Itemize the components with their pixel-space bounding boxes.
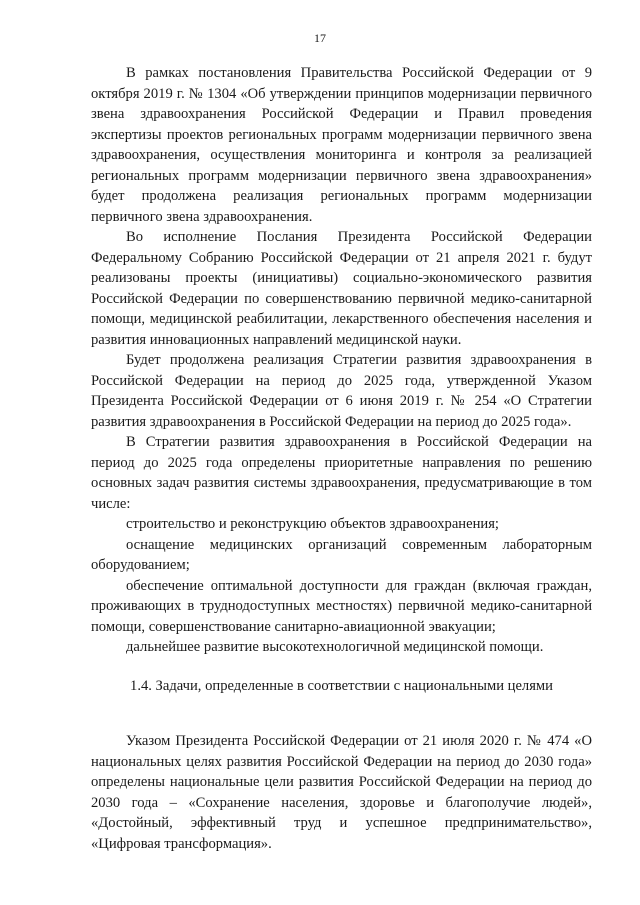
- paragraph-strategy: Будет продолжена реализация Стратегии развития здравоохранения в Российской Федерации на период до 2025 года, утвержденной Указом Президента Российской Федерации от 6 июня 2019 г. № 254 «О Стратегии развития здравоохранения в Российской Федерации на период до 2025 года».: [91, 352, 592, 430]
- paragraph-presidential-address: Во исполнение Послания Президента Российской Федерации Федеральному Собранию Российской Федерации от 21 апреля 2021 г. будут реализованы проекты (инициативы) социально-экономического развития Российской Федерации по совершенствованию первичной медико-санитарной помощи, медицинской реабилитации, лекарственного обеспечения населения и развития инновационных направлений медицинской науки.: [91, 229, 592, 348]
- paragraph-strategy-priorities: В Стратегии развития здравоохранения в Российской Федерации на период до 2025 года определены приоритетные направления по решению основных задач развития системы здравоохранения, предусматривающие в том числе:: [91, 434, 592, 512]
- page-number: 17: [314, 31, 326, 45]
- page-content: [91, 63, 592, 854]
- paragraph-modernization: В рамках постановления Правительства Российской Федерации от 9 октября 2019 г. № 1304 «Об утверждении принципов модернизации первичного звена здравоохранения Российской Федерации и Правил проведения экспертизы проектов региональных программ модернизации первичного звена здравоохранения, осуществления мониторинга и контроля за реализацией региональных программ модернизации первичного звена здравоохранения» будет продолжена реализация региональных программ модернизации первичного звена здравоохранения.: [91, 65, 592, 225]
- list-item-high-tech-care: дальнейшее развитие высокотехнологичной медицинской помощи.: [126, 639, 544, 655]
- section-heading: 1.4. Задачи, определенные в соответствии с национальными целями: [130, 677, 553, 694]
- paragraph-national-goals: Указом Президента Российской Федерации от 21 июля 2020 г. № 474 «О национальных целях развития Российской Федерации на период до 2030 года» определены национальные цели развития Российской Федерации на период до 2030 года – «Сохранение населения, здоровье и благополучие людей», «Достойный, эффективный труд и успешное предпринимательство», «Цифровая трансформация».: [91, 733, 592, 852]
- list-item-construction: строительство и реконструкцию объектов здравоохранения;: [126, 516, 499, 532]
- list-item-equipment: оснащение медицинских организаций современным лабораторным оборудованием;: [91, 536, 592, 573]
- list-item-accessibility: обеспечение оптимальной доступности для граждан (включая граждан, проживающих в труднодоступных местностях) первичной медико-санитарной помощи, совершенствование санитарно-авиационной эвакуации;: [91, 577, 592, 635]
